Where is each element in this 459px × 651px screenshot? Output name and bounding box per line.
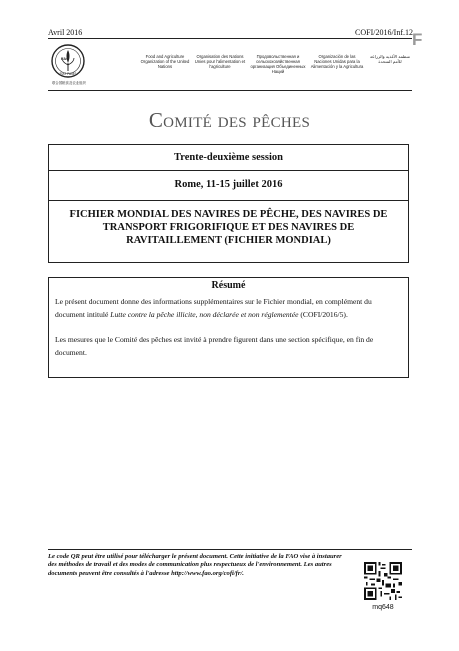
summary-p1-text-b: (COFI/2016/5). [298,309,348,319]
org-name-fr: Organisation des Nations Unies pour l'alimentation et l'agriculture [194,54,246,69]
summary-p1-text-a: Le présent document donne des informations supplémentaires sur le Fichier mondial, en complément du document intitulé [55,297,372,319]
org-name-ar: منظمة الأغذية والزراعة للأمم المتحدة [370,54,410,64]
logo-motto: FIAT PANIS [59,72,77,76]
document-reference: COFI/2016/Inf.12 [355,28,413,37]
org-name-en: Food and Agriculture Organization of the United Nations [140,54,190,69]
org-name-ru: Продовольственная и сельскохозяйственная организация Объединенных Наций [250,54,306,74]
session-divider-2 [49,200,408,201]
session-title: Trente-deuxième session [174,152,283,163]
qr-code-label: mq648 [372,604,394,611]
qr-footer-note: Le code QR peut être utilisé pour télécharger le présent document. Cette initiative de la FAO vise à instaurer des méthodes de travail et des modes de communication plus respectueux de l'environnement. Les autres documents peuvent être consultés à l'adresse http://www.fao.org/cofi/fr/. [48,553,342,577]
document-date: Avril 2016 [48,28,83,37]
summary-heading: Résumé [211,280,246,291]
session-box [48,144,409,263]
language-badge: F [412,30,423,49]
summary-paragraph-1 [55,296,402,321]
logo-acronym: FAO [61,56,70,61]
logo-divider [48,90,412,91]
header-divider [48,38,412,39]
agenda-item-title: FICHIER MONDIAL DES NAVIRES DE PÊCHE, DES NAVIRES DE TRANSPORT FRIGORIFIQUE ET DES NAVIRES DE RAVITAILLEMENT (FICHIER MONDIAL) [69,209,388,246]
summary-p1-document-title: Lutte contre la pêche illicite, non déclarée et non réglementée [110,309,299,319]
logo-chinese-name: 联合国粮食及农业组织 [52,81,86,85]
organization-names [140,54,412,76]
session-place-dates: Rome, 11-15 juillet 2016 [174,179,283,190]
fao-logo-icon [50,43,96,86]
summary-paragraph-2: Les mesures que le Comité des pêches est invité à prendre figurent dans une section spécifique, en fin de document. [55,335,374,357]
committee-title: Comité des pêches [148,108,311,132]
org-name-es: Organización de las Naciones Unidas para la Alimentación y la Agricultura [310,54,364,69]
qr-code-icon[interactable] [364,562,402,600]
summary-box [48,277,409,378]
footer-divider [48,549,412,550]
session-divider-1 [49,170,408,171]
